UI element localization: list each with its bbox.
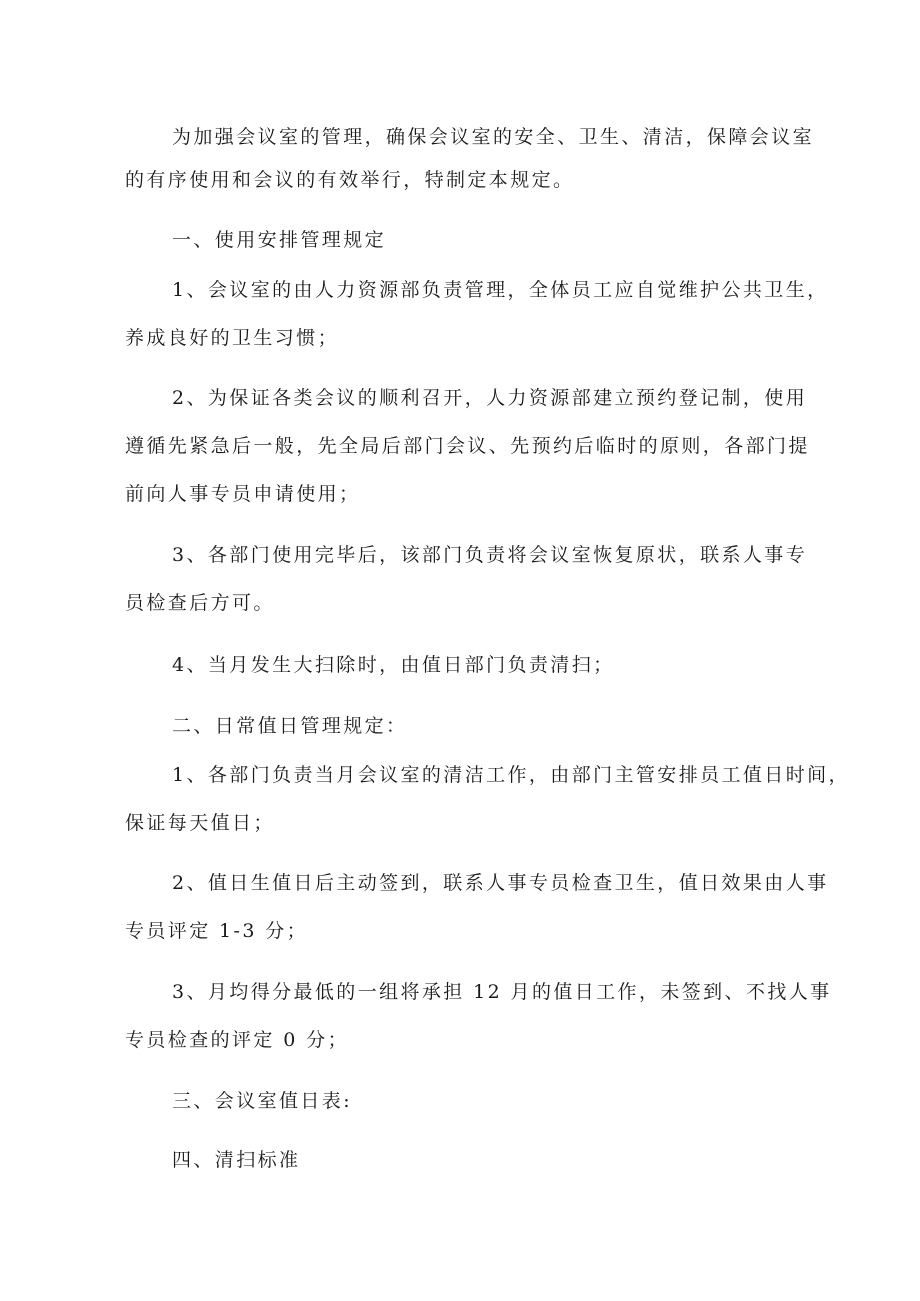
rule-line: 2、值日生值日后主动签到，联系人事专员检查卫生，值日效果由人事 [172, 872, 829, 894]
rule-line: 3、月均得分最低的一组将承担 12 月的值日工作，未签到、不找人事 [172, 981, 832, 1003]
rule-line: 1、各部门负责当月会议室的清洁工作，由部门主管安排员工值日时间， [172, 764, 850, 786]
rule-line: 前向人事专员申请使用； [125, 483, 361, 505]
intro-line: 的有序使用和会议的有效举行，特制定本规定。 [125, 169, 575, 191]
rule-line: 遵循先紧急后一般，先全局后部门会议、先预约后临时的原则，各部门提 [125, 435, 810, 457]
intro-line: 为加强会议室的管理，确保会议室的安全、卫生、清洁，保障会议室 [172, 126, 815, 148]
rule-line: 4、当月发生大扫除时，由值日部门负责清扫； [172, 654, 615, 676]
rule-line: 2、为保证各类会议的顺利召开，人力资源部建立预约登记制，使用 [172, 387, 808, 409]
rule-line: 3、各部门使用完毕后，该部门负责将会议室恢复原状，联系人事专 [172, 544, 808, 566]
rule-line: 养成良好的卫生习惯； [125, 327, 340, 349]
section-heading: 四、清扫标准 [172, 1149, 301, 1171]
rule-line: 保证每天值日； [125, 812, 275, 834]
section-heading: 三、会议室值日表: [172, 1090, 353, 1112]
section-heading: 二、日常值日管理规定： [172, 715, 408, 737]
rule-line: 专员检查的评定 0 分； [125, 1029, 349, 1051]
rule-line: 员检查后方可。 [125, 592, 275, 614]
rule-line: 专员评定 1-3 分； [125, 920, 309, 942]
section-heading: 一、使用安排管理规定 [172, 229, 387, 251]
rule-line: 1、会议室的由人力资源部负责管理，全体员工应自觉维护公共卫生， [172, 279, 829, 301]
